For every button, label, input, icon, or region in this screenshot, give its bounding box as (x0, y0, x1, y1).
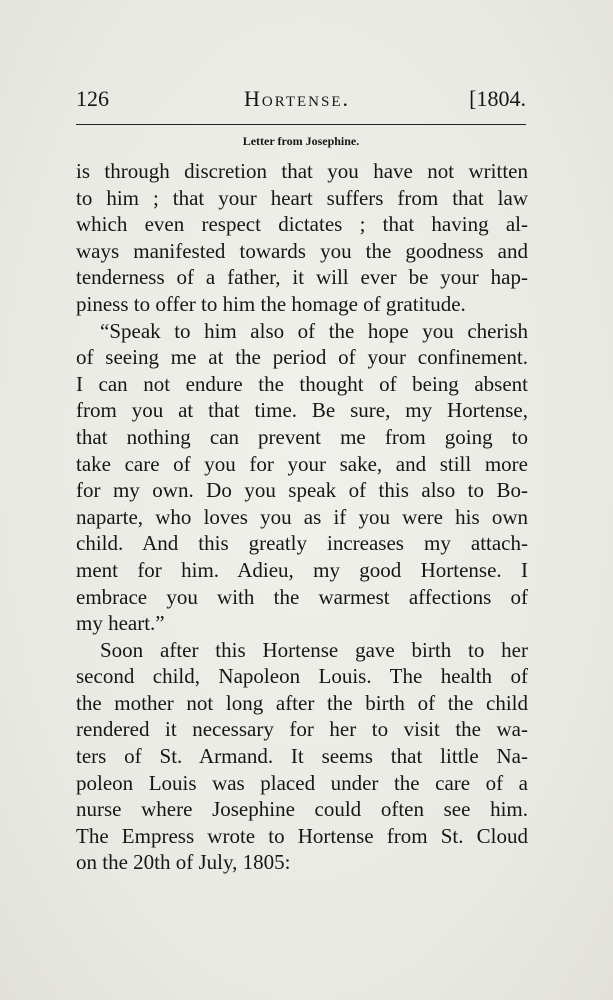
text-line: ters of St. Armand. It seems that little Na- (76, 744, 528, 769)
text-line: child. And this greatly increases my attach- (76, 531, 528, 556)
running-header (76, 86, 526, 120)
text-line: Soon after this Hortense gave birth to her (100, 637, 528, 662)
text-line: I can not endure the thought of being absent (76, 371, 528, 396)
text-line: to him ; that your heart suffers from that law (76, 185, 528, 210)
section-subhead: Letter from Josephine. (242, 134, 360, 148)
text-line: take care of you for your sake, and still more (76, 451, 528, 476)
text-line: on the 20th of July, 1805: (76, 850, 291, 875)
text-line: for my own. Do you speak of this also to Bo- (76, 478, 528, 503)
text-line: naparte, who loves you as if you were his own (76, 504, 528, 529)
running-title: Hortense. (244, 86, 350, 111)
text-line: of seeing me at the period of your confinement. (76, 345, 528, 370)
text-line: second child, Napoleon Louis. The health of (76, 664, 528, 689)
text-line: embrace you with the warmest affections of (76, 584, 528, 609)
text-line: The Empress wrote to Hortense from St. Cloud (76, 823, 528, 848)
text-line: is through discretion that you have not written (76, 159, 528, 183)
text-line: poleon Louis was placed under the care of a (76, 770, 528, 795)
text-line: that nothing can prevent me from going to (76, 424, 528, 449)
text-line: tenderness of a father, it will ever be your hap- (76, 265, 528, 290)
text-line: nurse where Josephine could often see him. (76, 797, 528, 822)
text-line: rendered it necessary for her to visit the wa- (76, 717, 528, 742)
text-line: ment for him. Adieu, my good Hortense. I (76, 557, 528, 582)
text-line: which even respect dictates ; that having al- (76, 212, 528, 237)
running-year: [1804. (469, 86, 526, 111)
text-line: the mother not long after the birth of the child (76, 690, 528, 715)
text-line: “Speak to him also of the hope you cherish (100, 318, 528, 343)
page-number: 126 (76, 86, 109, 111)
text-line: ways manifested towards you the goodness and (76, 238, 528, 263)
header-rule (76, 124, 526, 125)
text-line: piness to offer to him the homage of gratitude. (76, 291, 466, 316)
body-text (76, 158, 528, 876)
text-line: from you at that time. Be sure, my Hortense, (76, 398, 528, 423)
text-line: my heart.” (76, 611, 165, 636)
